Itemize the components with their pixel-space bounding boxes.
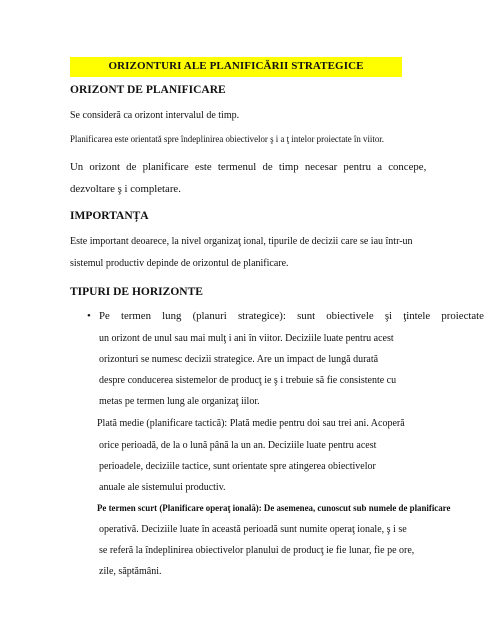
word: termen (121, 310, 151, 322)
text-line: orice perioadă, de la o lună până la un an. Deciziile luate pentru acest (99, 440, 377, 451)
heading-tipuri: TIPURI DE HORIZONTE (70, 286, 203, 298)
text-line: Se consideră ca orizont intervalul de timp. (70, 110, 240, 121)
bullet-first-line (99, 310, 484, 322)
word: proiectate (441, 310, 484, 322)
text-line: un orizont de unul sau mai mulţ i ani în viitor. Deciziile luate pentru acest (99, 333, 394, 344)
text-line: sistemul productiv depinde de orizontul de planificare. (70, 258, 289, 269)
word: Pe (99, 310, 110, 322)
heading-orizont: ORIZONT DE PLANIFICARE (70, 84, 226, 96)
word: lung (162, 310, 182, 322)
word: obiectivele (326, 310, 374, 322)
word: (planuri (192, 310, 227, 322)
word: sunt (297, 310, 316, 322)
text-line: metas pe termen lung ale organizaţ iilor. (99, 396, 260, 407)
word: şi (384, 310, 393, 322)
text-line: Pe termen scurt (Planificare operaţ ională): De asemenea, cunoscut sub numele de planificare (97, 503, 451, 513)
title-highlight (70, 57, 402, 77)
word: strategice): (237, 310, 286, 322)
text-line: se referă la îndeplinirea obiectivelor planului de producţ ie fie lunar, fie pe ore, (99, 545, 415, 556)
bullet-icon: • (87, 310, 91, 322)
text-line: Este important deoarece, la nivel organizaţ ional, tipurile de decizii care se iau într-un (70, 236, 413, 247)
text-line: zile, săptămâni. (99, 566, 162, 577)
paragraph-line (70, 161, 427, 173)
heading-importanta: IMPORTANȚA (70, 210, 149, 222)
text-line: despre conducerea sistemelor de producţ ie ş i trebuie să fie consistente cu (99, 375, 397, 386)
text-line: orizonturi se numesc decizii strategice. Are un impact de lungă durată (99, 354, 379, 365)
word: ţintele (403, 310, 431, 322)
page-title: ORIZONTURI ALE PLANIFICĂRII STRATEGICE (108, 60, 364, 72)
text-line: Plată medie (planificare tactică): Plată medie pentru doi sau trei ani. Acoperă (97, 418, 405, 429)
text-line: operativă. Deciziile luate în această perioadă sunt numite operaţ ionale, ş i se (99, 524, 407, 535)
text-line: Planificarea este orientată spre îndeplinirea obiectivelor ş i a ţ intelor proiectate în viitor. (70, 134, 384, 144)
paragraph-text: Un orizont de planificare este termenul de timp necesar pentru a concepe, (70, 161, 427, 173)
text-line: perioadele, deciziile tactice, sunt orientate spre atingerea obiectivelor (99, 461, 376, 472)
paragraph-line: dezvoltare ş i completare. (70, 183, 181, 195)
text-line: anuale ale sistemului productiv. (99, 482, 226, 493)
